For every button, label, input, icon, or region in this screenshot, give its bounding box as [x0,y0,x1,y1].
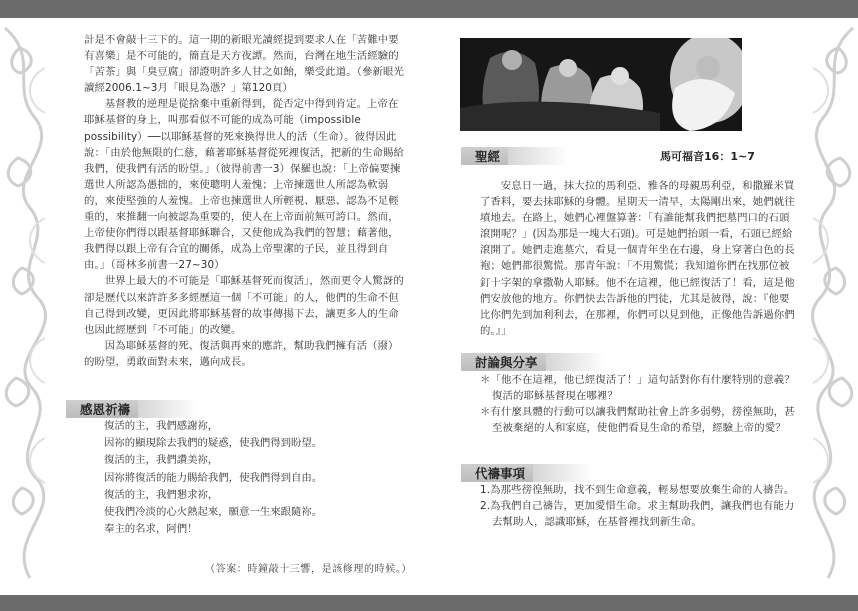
scripture-reference: 馬可福音16：1~7 [660,150,755,163]
paragraph: 計是不會敲十三下的。這一期的新眼光讀經提到要求人在「苦難中要有喜樂」是不可能的，簡直是天方夜譚。然而，台灣在地生活經驗的「苦茶」與「臭豆腐」卻證明許多人甘之如飴，樂受此道。（參新眼光讀經2006.1~3月「眼見為憑？」第120頁） [84,34,405,95]
discussion-item: ＊有什麼具體的行動可以讓我們幫助社會上許多弱勢，徬徨無助，甚至被棄絕的人和家庭，使他們看見生命的希望，經驗上帝的愛？ [480,406,795,435]
prayer-line: 因祢將復活的能力賜給我們，使我們得到自由。 [104,471,323,484]
paragraph: 因為耶穌基督的死、復活與再來的應許，幫助我們擁有活（潑）的盼望，勇敢面對未來，邁向成長。 [84,339,399,368]
intercession-list [480,482,798,530]
discussion-list [480,372,798,436]
scripture-text: 安息日一過，抹大拉的馬利亞、雅各的母親馬利亞，和撒羅米買了香料，要去抹耶穌的身體。星期天一清早，太陽剛出來，她們就往墳地去。在路上，她們心裡盤算著：「有誰能幫我們把墓門口的石頭滾開呢？」(因為那是一塊大石頭)。可是她們抬頭一看，石頭已經給滾開了。她們走進墓穴，看見一個青年坐在右邊，身上穿著白色的長袍；她們都很驚慌。那青年說：「不用驚慌；我知道你們在找那位被釘十字架的拿撒勒人耶穌。他不在這裡，他已經復活了！看，這是他們安放他的地方。你們快去告訴他的門徒，尤其是彼得，說：『他要比你們先到加利利去，在那裡，你們可以見到他，正像他告訴過你們的。』」 [480,180,795,337]
prayer-line: 復活的主，我們讚美祢， [104,454,219,467]
prayer-heading-label: 感恩祈禱 [66,400,138,418]
resurrection-painting [460,38,742,131]
intercession-item: 2.為我們自己禱告，更加愛惜生命。求主幫助我們，讓我們也有能力去幫助人，認識耶穌，在基督裡找到新生命。 [480,500,795,529]
prayer-text [104,418,404,538]
scripture-heading [461,147,755,165]
prayer-line: 奉主的名求，阿們！ [104,523,198,536]
left-column [84,32,404,370]
answer-note: （答案：時鐘敲十三響，是該修理的時候。） [205,564,412,575]
top-bar [0,0,858,18]
discussion-item: ＊「他不在這裡，他已經復活了！」這句話對你有什麼特別的意義？復活的耶穌基督現在哪裡？ [480,374,795,403]
paragraph: 基督教的逆理是從捨棄中重新得到，從否定中得到肯定。上帝在耶穌基督的身上，叫那看似不可能的成為可能（impossible possibility）──以耶穌基督的死來換得世人的活（生命）。彼得因此說：「由於他無限的仁慈，藉著耶穌基督從死裡復活，把新的生命賜給我們，使我們有活的盼望。」（彼得前書一3）保羅也說：「上帝偏要揀選世人所認為愚拙的，來使聰明人羞愧；上帝揀選世人所認為軟弱的，來使堅強的人羞愧。上帝也揀選世人所輕視、厭惡、認為不足輕重的，來推翻一向被認為重要的，使人在上帝面前無可誇口。然而，上帝使你們得以跟基督耶穌聯合，又使他成為我們的智慧；藉著他，我們得以跟上帝有合宜的關係，成為上帝聖潔的子民，並且得到自由。」（哥林多前書一27~30） [84,98,405,272]
bottom-bar [0,595,858,611]
paragraph: 世界上最大的不可能是「耶穌基督死而復活」，然而更令人驚訝的卻是歷代以來許許多多經歷這一個「不可能」的人，他們的生命不但自己得到改變，更因此將耶穌基督的故事傳揚下去，讓更多人的生命也因此經歷到「不可能」的改變。 [84,275,404,336]
discussion-heading-label: 討論與分享 [461,353,546,371]
prayer-heading [66,400,198,418]
intercession-item: 1.為那些徬徨無助，找不到生命意義，輕易想要放棄生命的人禱告。 [480,484,795,496]
prayer-line: 復活的主，我們感謝祢， [104,420,219,432]
intercession-heading-label: 代禱事項 [461,464,533,482]
scripture-text-block [480,178,798,339]
discussion-heading [461,353,606,371]
prayer-line: 使我們冷淡的心火熱起來，願意一生來跟隨祢。 [104,506,323,519]
scripture-heading-label: 聖經 [461,147,508,165]
right-ornament [798,18,858,595]
intercession-heading [461,464,593,482]
left-ornament [0,18,60,595]
prayer-line: 因祢的顯現除去我們的疑惑，使我們得到盼望。 [104,437,323,450]
prayer-line: 復活的主，我們懇求祢， [104,488,219,501]
